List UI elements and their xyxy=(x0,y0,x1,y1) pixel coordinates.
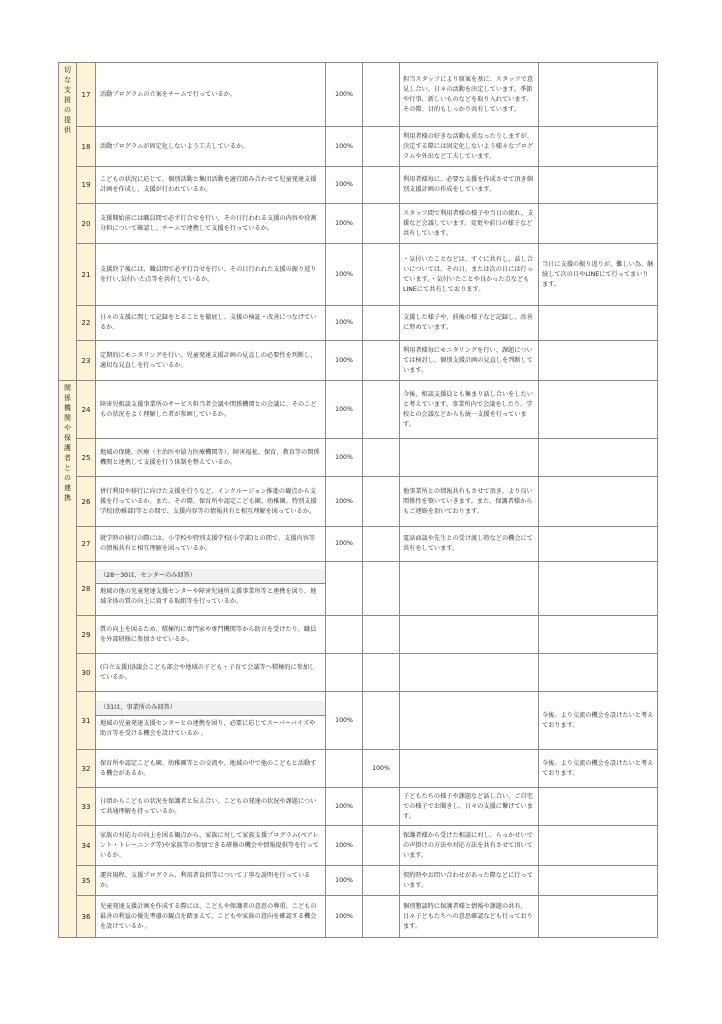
item-number: 25 xyxy=(77,439,96,477)
item-cell xyxy=(96,826,326,866)
table-row xyxy=(59,616,658,654)
table-row xyxy=(59,788,658,826)
yes-percent: 100% xyxy=(326,896,363,938)
category-cell xyxy=(59,63,77,381)
item-number: 32 xyxy=(77,750,96,788)
comment-cell xyxy=(400,616,539,654)
comment-cell: ・気付いたことなどは、すぐに共有し、話し合いについては、その日、または次の日には行っています。・気付いたことや良かった点などもLINEにて共有しております。 xyxy=(400,244,539,306)
comment-cell: 他事業所との情報共有もさせて頂き、より良い関係性を築いていきます。また、保護者様からもご連絡を頂いております。 xyxy=(400,477,539,527)
improvement-cell xyxy=(539,826,658,866)
comment-cell: 担当スタッフにより原案を基に、スタッフで意見し合い、日々の活動を決定しています。季節や行事、新しいものなどを取り入れています。その際、目的もしっかり共有しています。 xyxy=(400,63,539,127)
yes-percent: 100% xyxy=(326,527,363,562)
yes-percent: 100% xyxy=(326,477,363,527)
item-number: 22 xyxy=(77,306,96,341)
comment-cell xyxy=(400,654,539,692)
table-row xyxy=(59,127,658,167)
table-row xyxy=(59,167,658,204)
yes-percent: 100% xyxy=(326,244,363,306)
item-number: 17 xyxy=(77,63,96,127)
table-row xyxy=(59,341,658,381)
comment-cell xyxy=(400,692,539,750)
item-text: 活動プログラムの立案をチームで行っているか。 xyxy=(100,90,237,98)
no-percent xyxy=(363,616,400,654)
yes-percent: 100% xyxy=(326,826,363,866)
item-number: 36 xyxy=(77,896,96,938)
improvement-cell xyxy=(539,788,658,826)
category-label: 関係機関や保護者との連携 xyxy=(64,384,71,502)
item-cell xyxy=(96,866,326,896)
item-text: 併行利用や移行に向けた支援を行うなど、インクルージョン推進の観点から支援を行っているか。また、その際、保育所や認定こども園、幼稚園、特別支援学校(幼稚部)等との間で、支援内容等の情報共有と相互理解を図っているか。 xyxy=(100,487,317,515)
yes-percent xyxy=(326,616,363,654)
improvement-cell xyxy=(539,204,658,244)
no-percent xyxy=(363,244,400,306)
no-percent xyxy=(363,341,400,381)
item-cell xyxy=(96,204,326,244)
table-row xyxy=(59,750,658,788)
item-text: 児童発達支援計画を作成する際には、こどもや保護者の意思の尊重、こどもの最善の利益の優先考慮の観点を踏まえて、こどもや家族の意向を確認する機会を設けているか 。 xyxy=(100,902,317,930)
category-label: 切な支援の提供 xyxy=(64,66,71,134)
comment-cell: スタッフ間で利用者様の様子や当日の流れ、支援など会議しています。変更や前日の様子など共有しています。 xyxy=(400,204,539,244)
comment-cell xyxy=(400,439,539,477)
no-percent xyxy=(363,527,400,562)
no-percent xyxy=(363,439,400,477)
item-cell xyxy=(96,527,326,562)
table-row xyxy=(59,381,658,439)
improvement-cell xyxy=(539,616,658,654)
comment-cell: 今後、相談支援員とも集まり話し合いをしたいと考えています。事業所内で会議をしたり、学校との会議などからも統一支援を行っています。 xyxy=(400,381,539,439)
table-row xyxy=(59,692,658,750)
table-row xyxy=(59,439,658,477)
yes-percent: 100% xyxy=(326,788,363,826)
improvement-cell xyxy=(539,866,658,896)
comment-cell: 支援した様子や、前後の様子など記録し、改善に努めています。 xyxy=(400,306,539,341)
improvement-cell xyxy=(539,381,658,439)
table-row xyxy=(59,826,658,866)
item-text: 運営規程、支援プログラム、利用者負担等について丁寧な説明を行っているか。 xyxy=(100,871,311,889)
no-percent xyxy=(363,826,400,866)
item-text: 活動プログラムが固定化しないよう工夫しているか。 xyxy=(100,142,249,150)
comment-cell: 個別懇談時に保護者様と情報や課題の共有、日々子どもたちへの意思確認なども行っております。 xyxy=(400,896,539,938)
item-number: 26 xyxy=(77,477,96,527)
yes-percent: 100% xyxy=(326,127,363,167)
item-number: 34 xyxy=(77,826,96,866)
yes-percent: 100% xyxy=(326,439,363,477)
item-number: 20 xyxy=(77,204,96,244)
item-text: 定期的にモニタリングを行い、児童発達支援計画の見直しの必要性を判断し、適切な見直しを行っているか。 xyxy=(100,351,317,369)
no-percent xyxy=(363,306,400,341)
improvement-cell xyxy=(539,341,658,381)
improvement-cell xyxy=(539,477,658,527)
table-row xyxy=(59,562,658,616)
item-text: 質の向上を図るため、積極的に専門家や専門機関等から助言を受けたり、職員を外部研修に参加させているか。 xyxy=(100,625,317,643)
item-number: 35 xyxy=(77,866,96,896)
table-row xyxy=(59,477,658,527)
item-text: 地域の他の児童発達支援センターや障害児通所支援事業所等と連携を図り、地域全体の質の向上に資する取組等を行っているか。 xyxy=(100,587,317,605)
item-cell xyxy=(96,654,326,692)
improvement-cell xyxy=(539,63,658,127)
improvement-cell xyxy=(539,562,658,616)
yes-percent xyxy=(326,750,363,788)
no-percent xyxy=(363,562,400,616)
improvement-cell xyxy=(539,306,658,341)
item-note: （31は、事業所のみ回答） xyxy=(96,701,325,716)
item-text: 支援終了後には、職員間で必ず打合せを行い、その日行われた支援の振り返りを行い,気付いた点等を共有しているか。 xyxy=(100,265,317,283)
table-row xyxy=(59,654,658,692)
item-number: 21 xyxy=(77,244,96,306)
item-number: 29 xyxy=(77,616,96,654)
improvement-cell: 今後、より交流の機会を設けたいと考えております。 xyxy=(539,750,658,788)
comment-cell: 利用者様の好きな活動も重なったりしますが、決定する際には固定化しないよう様々なプログラムや外出など工夫しています。 xyxy=(400,127,539,167)
evaluation-table xyxy=(58,62,658,938)
improvement-cell xyxy=(539,654,658,692)
item-cell xyxy=(96,750,326,788)
item-text: 支援開始前には職員間で必ず打合せを行い、その日行われる支援の内容や役割分担について確認し、チームで連携して支援を行っているか。 xyxy=(100,214,317,232)
item-text: 家族の対応力の向上を図る観点から、家族に対して家族支援プログラム(ペアレント・トレーニング等)や家族等の参加できる研修の機会や情報提供等を行っているか。 xyxy=(100,831,319,859)
improvement-cell: 当日に支援の振り返りが、難しい為、継続して次の日やLINEにて行ってまいります。 xyxy=(539,244,658,306)
item-number: 28 xyxy=(77,562,96,616)
item-cell xyxy=(96,439,326,477)
table-row xyxy=(59,866,658,896)
yes-percent: 100% xyxy=(326,692,363,750)
item-cell xyxy=(96,788,326,826)
table-row xyxy=(59,204,658,244)
item-text: 地域の児童発達支援センターとの連携を図り、必要に応じてスーパーバイズや助言等を受ける機会を設けているか 。 xyxy=(100,719,316,737)
no-percent xyxy=(363,167,400,204)
item-number: 24 xyxy=(77,381,96,439)
item-text: (自立支援)協議会こども部会や地域の子ども・子育て会議等へ積極的に参加しているか。 xyxy=(100,663,316,681)
item-number: 30 xyxy=(77,654,96,692)
no-percent xyxy=(363,896,400,938)
improvement-cell xyxy=(539,896,658,938)
no-percent xyxy=(363,381,400,439)
table-row xyxy=(59,244,658,306)
item-cell xyxy=(96,896,326,938)
improvement-cell xyxy=(539,167,658,204)
item-note: （28～30は、センターのみ回答） xyxy=(96,569,325,584)
comment-cell: 子どもたちの様子や課題など話し合い、ご自宅での様子でお聞きし、日々の支援に繋げています。 xyxy=(400,788,539,826)
item-number: 33 xyxy=(77,788,96,826)
comment-cell: 保護者様から受けた相談に対し、らっかせいでの声掛けの方法や対応方法を共有させて頂いています。 xyxy=(400,826,539,866)
no-percent xyxy=(363,127,400,167)
no-percent xyxy=(363,204,400,244)
item-cell xyxy=(96,341,326,381)
item-number: 23 xyxy=(77,341,96,381)
yes-percent: 100% xyxy=(326,204,363,244)
item-text: 地域の保健、医療（主治医や協力医療機関等）、障害福祉、保育、教育等の関係機関と連携して支援を行う体制を整えているか。 xyxy=(100,448,320,466)
item-text: こどもの状況に応じて、個別活動と集団活動を適宜組み合わせて児童発達支援計画を作成し、支援が行われているか。 xyxy=(100,176,317,193)
yes-percent: 100% xyxy=(326,341,363,381)
no-percent xyxy=(363,788,400,826)
no-percent: 100% xyxy=(363,750,400,788)
item-cell xyxy=(96,127,326,167)
improvement-cell xyxy=(539,127,658,167)
improvement-cell: 今後、より交流の機会を設けたいと考えております。 xyxy=(539,692,658,750)
yes-percent: 100% xyxy=(326,866,363,896)
yes-percent: 100% xyxy=(326,306,363,341)
item-cell xyxy=(96,692,326,750)
item-number: 19 xyxy=(77,167,96,204)
table-row xyxy=(59,63,658,127)
comment-cell: 契約時やお問い合わせがあった際などに行っています。 xyxy=(400,866,539,896)
table-row xyxy=(59,896,658,938)
yes-percent: 100% xyxy=(326,167,363,204)
comment-cell xyxy=(400,562,539,616)
item-cell xyxy=(96,167,326,204)
comment-cell xyxy=(400,750,539,788)
item-number: 18 xyxy=(77,127,96,167)
item-cell xyxy=(96,477,326,527)
no-percent xyxy=(363,692,400,750)
item-text: 障害児相談支援事業所のサービス担当者会議や関係機関との会議に、そのこどもの状況をよく理解した者が参画しているか。 xyxy=(100,400,317,418)
table-row xyxy=(59,527,658,562)
improvement-cell xyxy=(539,439,658,477)
item-text: 就学時の移行の際には、小学校や特別支援学校(小学部)との間で、支援内容等の情報共有と相互理解を図っているか。 xyxy=(100,535,316,552)
category-cell xyxy=(59,381,77,938)
item-number: 27 xyxy=(77,527,96,562)
comment-cell: 利用者様毎に、必要な支援を作成させて頂き個別支援計画の作成をしています。 xyxy=(400,167,539,204)
comment-cell: 電話面談や先生との受け渡し時などの機会にて共有をしています。 xyxy=(400,527,539,562)
no-percent xyxy=(363,866,400,896)
yes-percent: 100% xyxy=(326,63,363,127)
table-row xyxy=(59,306,658,341)
item-cell xyxy=(96,306,326,341)
yes-percent xyxy=(326,654,363,692)
item-cell xyxy=(96,616,326,654)
item-text: 日頃からこどもの状況を保護者と伝え合い、こどもの発達の状況や課題について共通理解を持っているか。 xyxy=(100,797,317,815)
no-percent xyxy=(363,477,400,527)
item-number: 31 xyxy=(77,692,96,750)
item-text: 保育所や認定こども園、幼稚園等との交流や、地域の中で他のこどもと活動する機会があるか。 xyxy=(100,759,317,777)
yes-percent xyxy=(326,562,363,616)
yes-percent: 100% xyxy=(326,381,363,439)
item-cell xyxy=(96,562,326,616)
item-cell xyxy=(96,244,326,306)
item-text: 日々の支援に関して記録をとることを徹底し、支援の検証・改善につなげているか。 xyxy=(100,314,317,331)
improvement-cell xyxy=(539,527,658,562)
no-percent xyxy=(363,63,400,127)
item-cell xyxy=(96,381,326,439)
item-cell xyxy=(96,63,326,127)
no-percent xyxy=(363,654,400,692)
comment-cell: 利用者様毎にモニタリングを行い、課題については検討し、個別支援計画の見直しを判断しています。 xyxy=(400,341,539,381)
